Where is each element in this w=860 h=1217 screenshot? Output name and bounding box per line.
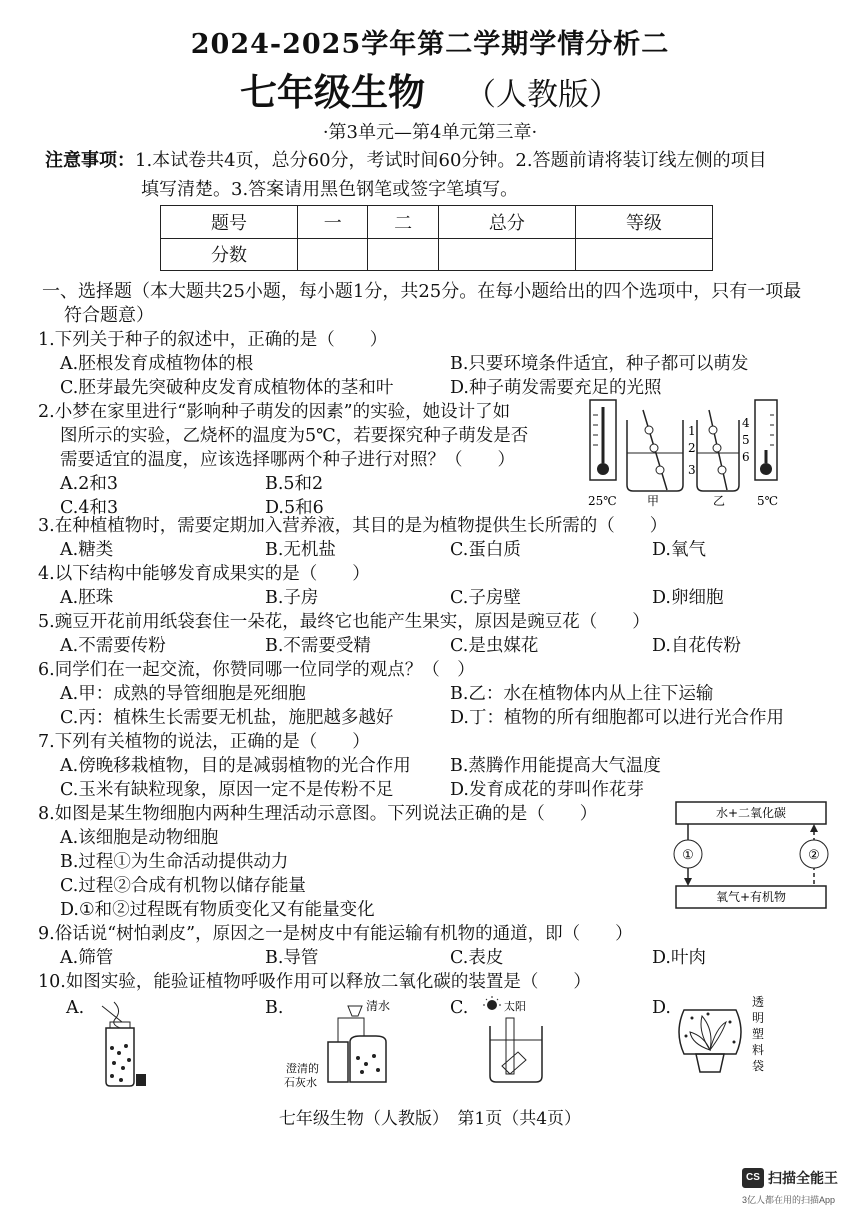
- temp-left-label: 25℃: [588, 494, 617, 508]
- option-4b[interactable]: B.子房: [265, 588, 319, 608]
- question-1-stem: 1.下列关于种子的叙述中，正确的是（ ）: [38, 330, 388, 350]
- instructions-text-1: 1.本试卷共4页，总分60分，考试时间60分钟。2.答题前请将装订线左侧的项目: [135, 150, 767, 171]
- instructions: [45, 146, 835, 204]
- option-8c[interactable]: C.过程②合成有机物以储存能量: [60, 876, 306, 896]
- section-heading: [42, 280, 842, 328]
- option-10c[interactable]: C.: [450, 998, 469, 1018]
- exam-series-title: 2024-2025学年第二学期学情分析二: [190, 29, 670, 60]
- option-9c[interactable]: C.表皮: [450, 948, 504, 968]
- score-header-cell: 一: [298, 206, 368, 239]
- option-7d[interactable]: D.发育成花的芽叫作花芽: [450, 780, 644, 800]
- option-7a[interactable]: A.傍晚移栽植物，目的是减弱植物的光合作用: [60, 756, 411, 776]
- instructions-label: 注意事项：: [45, 150, 135, 171]
- apparatus-a-icon: [92, 998, 152, 1090]
- option-6b[interactable]: B.乙：水在植物体内从上往下运输: [450, 684, 714, 704]
- score-header-cell: 二: [368, 206, 438, 239]
- score-table-header-row: [161, 206, 713, 239]
- seed-germination-diagram: [585, 395, 785, 510]
- exam-title: [0, 62, 860, 116]
- thermometer-right-icon: [755, 400, 777, 480]
- beaker-b-label: 乙: [713, 494, 726, 508]
- option-3b[interactable]: B.无机盐: [265, 540, 336, 560]
- c-sun-label: 太阳: [504, 1000, 526, 1013]
- option-3a[interactable]: A.糖类: [60, 540, 114, 560]
- apparatus-c-icon: [478, 996, 558, 1086]
- question-4-stem: 4.以下结构中能够发育成果实的是（ ）: [38, 564, 370, 584]
- seed-label-3: 3: [688, 463, 696, 477]
- seed-label-6: 6: [742, 450, 750, 464]
- section-heading-line-1: 一、选择题（本大题共25小题，每小题1分，共25分。在每小题给出的四个选项中，只有一项最: [42, 281, 802, 302]
- option-9b[interactable]: B.导管: [265, 948, 319, 968]
- seed-label-5: 5: [742, 433, 750, 447]
- b-lime-label-2: 石灰水: [284, 1076, 317, 1089]
- reactants-label: 水+二氧化碳: [715, 806, 787, 820]
- option-1c[interactable]: C.胚芽最先突破种皮发育成植物体的茎和叶: [60, 378, 394, 398]
- page-footer: 七年级生物（人教版） 第1页（共4页）: [278, 1109, 582, 1129]
- products-label: 氧气+有机物: [715, 890, 787, 904]
- option-6c[interactable]: C.丙：植株生长需要无机盐，施肥越多越好: [60, 708, 394, 728]
- scope-line: ·第3单元—第4单元第三章·: [322, 122, 538, 143]
- option-10d[interactable]: D.: [652, 998, 671, 1018]
- instructions-line-1: [45, 146, 835, 175]
- score-table: [160, 205, 713, 271]
- score-header-cell: 总分: [438, 206, 575, 239]
- option-5d[interactable]: D.自花传粉: [652, 636, 741, 656]
- scanner-app-tagline: 3亿人都在用的扫描App: [742, 1195, 836, 1205]
- option-1b[interactable]: B.只要环境条件适宜，种子都可以萌发: [450, 354, 749, 374]
- option-4a[interactable]: A.胚珠: [60, 588, 114, 608]
- beaker-a-icon: [627, 410, 683, 491]
- edition-label: （人教版）: [465, 77, 620, 113]
- beaker-a-label: 甲: [647, 494, 660, 508]
- question-6-stem: 6.同学们在一起交流，你赞同哪一位同学的观点？（ ）: [38, 660, 475, 680]
- beaker-b-icon: [697, 410, 739, 491]
- option-5c[interactable]: C.是虫媒花: [450, 636, 539, 656]
- question-5-stem: 5.豌豆开花前用纸袋套住一朵花，最终它也能产生果实，原因是豌豆花（ ）: [38, 612, 650, 632]
- option-2d[interactable]: D.5和6: [265, 498, 324, 518]
- arrow-up-icon: [810, 824, 818, 832]
- option-10b[interactable]: B.: [265, 998, 284, 1018]
- option-3c[interactable]: C.蛋白质: [450, 540, 521, 560]
- question-9-stem: 9.俗话说“树怕剥皮”，原因之一是树皮中有能运输有机物的通道，即（ ）: [38, 924, 633, 944]
- option-9a[interactable]: A.筛管: [60, 948, 114, 968]
- apparatus-d-icon: [672, 992, 782, 1088]
- option-5b[interactable]: B.不需要受精: [265, 636, 371, 656]
- d-bag-char-3: 塑: [752, 1027, 765, 1041]
- question-8-stem: 8.如图是某生物细胞内两种生理活动示意图。下列说法正确的是（ ）: [38, 804, 598, 824]
- arrow-down-icon: [684, 878, 692, 886]
- process-2-label: ②: [808, 848, 820, 863]
- sun-icon: [487, 1000, 497, 1010]
- seed-label-1: 1: [688, 424, 696, 438]
- question-7-stem: 7.下列有关植物的说法，正确的是（ ）: [38, 732, 370, 752]
- option-9d[interactable]: D.叶肉: [652, 948, 706, 968]
- seed-label-2: 2: [688, 441, 696, 455]
- option-1a[interactable]: A.胚根发育成植物体的根: [60, 354, 254, 374]
- option-2b[interactable]: B.5和2: [265, 474, 324, 494]
- process-1-label: ①: [682, 848, 694, 863]
- option-8a[interactable]: A.该细胞是动物细胞: [60, 828, 219, 848]
- d-bag-char-5: 袋: [752, 1059, 765, 1073]
- question-2-stem-line-2: 图所示的实验，乙烧杯的温度为5℃，若要探究种子萌发是否: [60, 426, 529, 446]
- option-7c[interactable]: C.玉米有缺粒现象，原因一定不是传粉不足: [60, 780, 394, 800]
- score-table-score-row: [161, 238, 713, 271]
- score-cell[interactable]: [575, 238, 712, 271]
- seed-label-4: 4: [742, 416, 750, 430]
- temp-right-label: 5℃: [757, 494, 779, 508]
- option-3d[interactable]: D.氧气: [652, 540, 706, 560]
- instructions-line-2: 填写清楚。3.答案请用黑色钢笔或签字笔填写。: [141, 179, 519, 200]
- option-8d[interactable]: D.①和②过程既有物质变化又有能量变化: [60, 900, 375, 920]
- option-6d[interactable]: D.丁：植物的所有细胞都可以进行光合作用: [450, 708, 784, 728]
- subject-title: 七年级生物: [240, 70, 425, 114]
- question-2-stem-line-3: 需要适宜的温度，应该选择哪两个种子进行对照？（ ）: [60, 450, 515, 470]
- option-6a[interactable]: A.甲：成熟的导管细胞是死细胞: [60, 684, 306, 704]
- scanner-app-name: 扫描全能王: [768, 1170, 838, 1186]
- option-8b[interactable]: B.过程①为生命活动提供动力: [60, 852, 289, 872]
- option-2a[interactable]: A.2和3: [60, 474, 118, 494]
- score-cell[interactable]: [438, 238, 575, 271]
- option-1d[interactable]: D.种子萌发需要充足的光照: [450, 378, 662, 398]
- score-row-label: 分数: [161, 238, 298, 271]
- d-bag-char-1: 透: [752, 995, 765, 1009]
- d-bag-char-4: 料: [752, 1043, 765, 1057]
- question-10-stem: 10.如图实验，能验证植物呼吸作用可以释放二氧化碳的装置是（ ）: [38, 972, 591, 992]
- score-cell[interactable]: [298, 238, 368, 271]
- score-cell[interactable]: [368, 238, 438, 271]
- b-water-label: 清水: [366, 999, 391, 1013]
- d-bag-char-2: 明: [752, 1011, 765, 1025]
- option-10a[interactable]: A.: [66, 998, 85, 1018]
- cell-process-diagram: [668, 798, 836, 916]
- apparatus-b-icon: [278, 998, 398, 1090]
- thermometer-left-icon: [590, 400, 616, 480]
- question-3-stem: 3.在种植植物时，需要定期加入营养液，其目的是为植物提供生长所需的（ ）: [38, 516, 668, 536]
- option-4c[interactable]: C.子房壁: [450, 588, 521, 608]
- option-2c[interactable]: C.4和3: [60, 498, 119, 518]
- score-header-cell: 等级: [575, 206, 712, 239]
- option-4d[interactable]: D.卵细胞: [652, 588, 724, 608]
- question-2-stem-line-1: 2.小梦在家里进行“影响种子萌发的因素”的实验，她设计了如: [38, 402, 511, 422]
- b-lime-label-1: 澄清的: [286, 1062, 319, 1075]
- section-heading-line-2: 符合题意）: [64, 305, 154, 326]
- option-7b[interactable]: B.蒸腾作用能提高大气温度: [450, 756, 661, 776]
- score-header-cell: 题号: [161, 206, 298, 239]
- option-5a[interactable]: A.不需要传粉: [60, 636, 166, 656]
- scanner-logo-icon: CS: [742, 1168, 764, 1188]
